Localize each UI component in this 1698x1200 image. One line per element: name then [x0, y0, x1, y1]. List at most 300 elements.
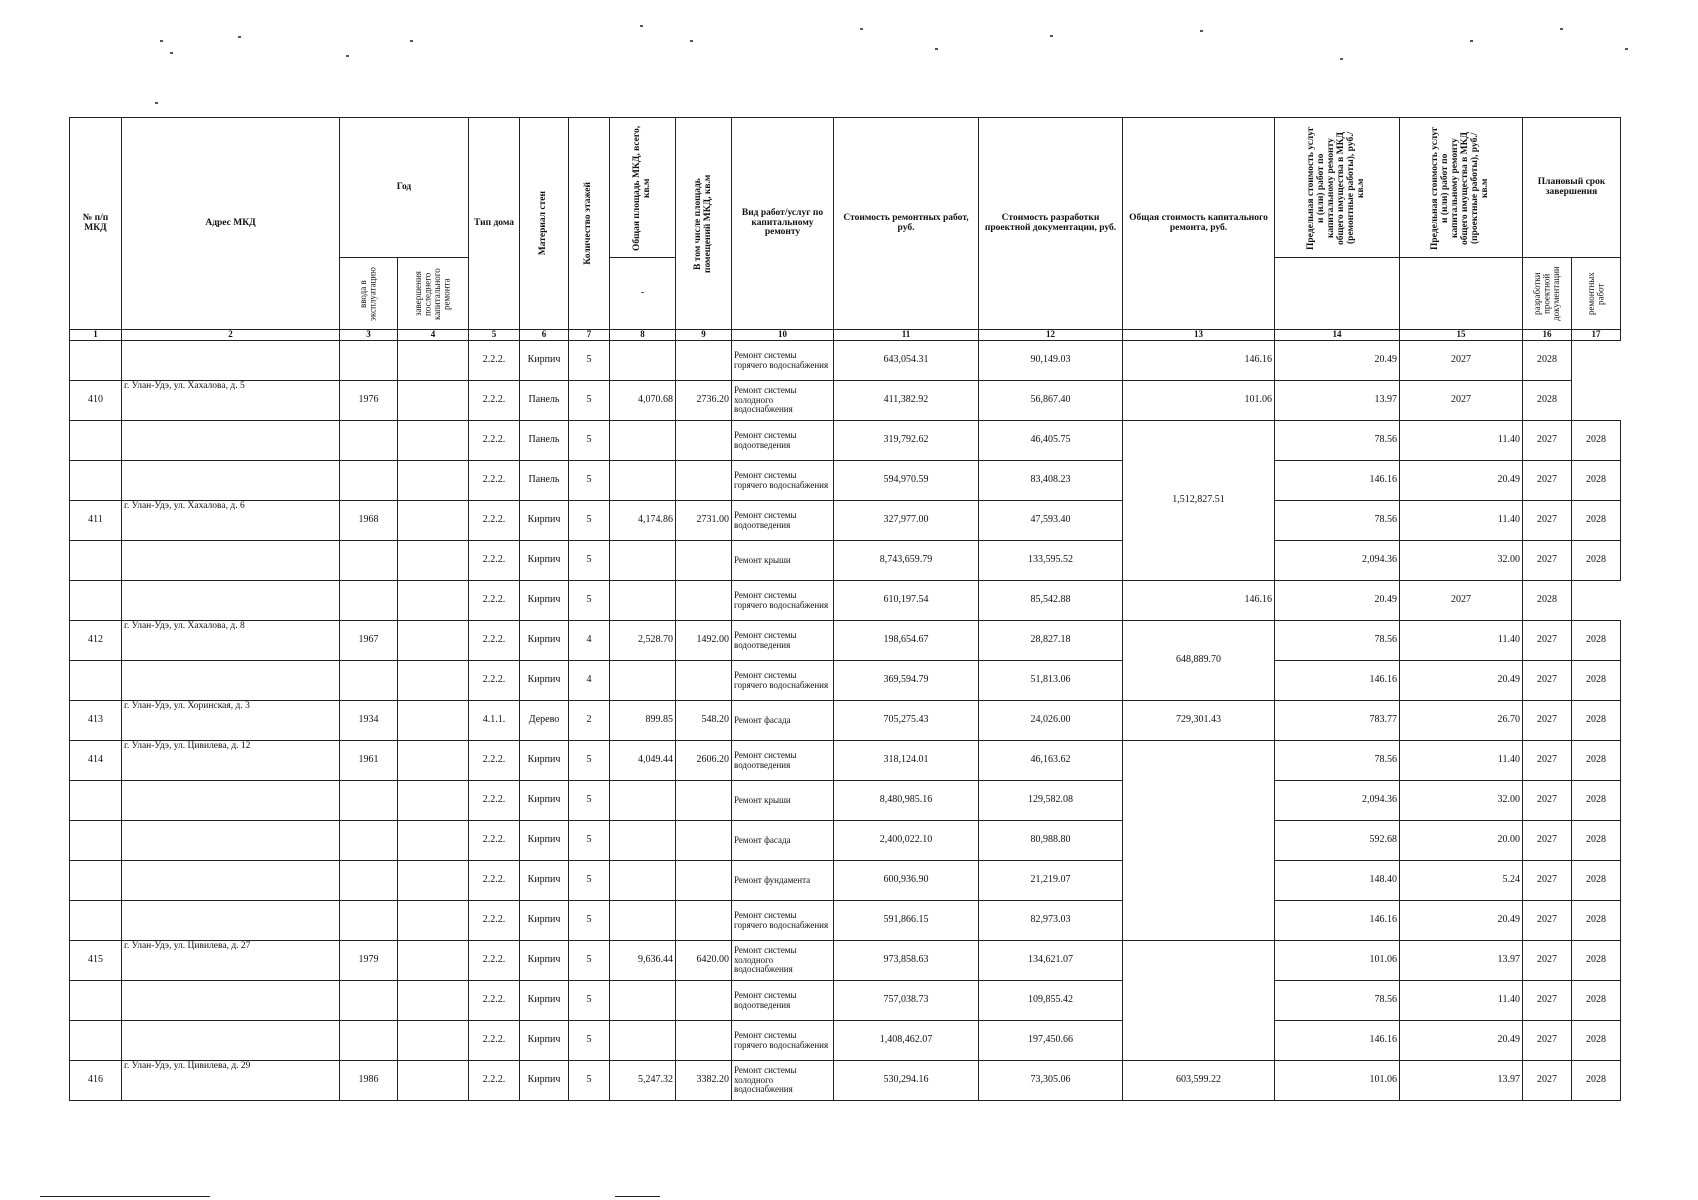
cell-limit-project: 20.49	[1400, 661, 1523, 701]
cell-floors: 5	[569, 381, 610, 421]
cell-premises-area	[676, 581, 732, 621]
header-year-commissioned: ввода в эксплуатацию	[358, 266, 378, 321]
cell-house-type: 2.2.2.	[469, 1061, 520, 1101]
col-number: 7	[569, 330, 610, 341]
table-row	[70, 541, 1621, 581]
cell-year-commissioned	[340, 421, 398, 461]
cell-term-project: 2027	[1523, 701, 1572, 741]
cell-work-type: Ремонт фасада	[732, 821, 834, 861]
cell-term-project: 2027	[1523, 1021, 1572, 1061]
cell-repair-cost: 8,743,659.79	[834, 541, 979, 581]
page-bottom-rule	[615, 1196, 660, 1197]
cell-repair-cost: 319,792.62	[834, 421, 979, 461]
cell-limit-repair: 146.16	[1123, 341, 1275, 381]
cell-limit-project: 5.24	[1400, 861, 1523, 901]
cell-row-number: 412	[70, 621, 122, 661]
cell-premises-area: 2731.00	[676, 501, 732, 541]
cell-limit-repair: 2,094.36	[1275, 541, 1400, 581]
table-row	[70, 381, 1621, 421]
cell-premises-area	[676, 461, 732, 501]
cell-house-type: 2.2.2.	[469, 901, 520, 941]
page-bottom-rule	[40, 1196, 210, 1197]
cell-row-number: 410	[70, 381, 122, 421]
cell-floors: 5	[569, 821, 610, 861]
cell-work-type: Ремонт системы холодного водоснабжения	[732, 381, 834, 421]
cell-limit-project: 20.49	[1400, 901, 1523, 941]
table-row	[70, 941, 1621, 981]
header-work-type: Вид работ/услуг по капитальному ремонту	[732, 118, 834, 330]
cell-house-type: 2.2.2.	[469, 861, 520, 901]
cell-term-project: 2027	[1523, 621, 1572, 661]
cell-work-type: Ремонт системы горячего водоснабжения	[732, 341, 834, 381]
column-number-row	[70, 330, 1621, 341]
cell-premises-area: 1492.00	[676, 621, 732, 661]
cell-year-last-repair	[398, 821, 469, 861]
cell-repair-cost: 2,400,022.10	[834, 821, 979, 861]
cell-repair-cost: 643,054.31	[834, 341, 979, 381]
cell-limit-repair: 78.56	[1275, 621, 1400, 661]
cell-limit-project: 13.97	[1275, 381, 1400, 421]
cell-year-commissioned	[340, 541, 398, 581]
col-number: 5	[469, 330, 520, 341]
cell-project-cost: 73,305.06	[979, 1061, 1123, 1101]
header-house-type: Тип дома	[469, 118, 520, 330]
cell-project-cost: 109,855.42	[979, 981, 1123, 1021]
table-row	[70, 781, 1621, 821]
cell-term-project: 2027	[1523, 981, 1572, 1021]
cell-floors: 5	[569, 981, 610, 1021]
col-number: 13	[1123, 330, 1275, 341]
cell-house-type: 2.2.2.	[469, 941, 520, 981]
cell-work-type: Ремонт фундамента	[732, 861, 834, 901]
cell-work-type: Ремонт системы горячего водоснабжения	[732, 661, 834, 701]
cell-limit-project: 11.40	[1400, 981, 1523, 1021]
cell-limit-repair: 146.16	[1275, 461, 1400, 501]
cell-project-cost: 82,973.03	[979, 901, 1123, 941]
cell-floors: 5	[569, 861, 610, 901]
cell-premises-area	[676, 421, 732, 461]
cell-term-repair: 2028	[1572, 501, 1621, 541]
cell-term-repair: 2028	[1523, 581, 1572, 621]
cell-total-cost: 603,599.22	[1123, 1061, 1275, 1101]
cell-premises-area: 6420.00	[676, 941, 732, 981]
cell-row-number: 416	[70, 1061, 122, 1101]
cell-term-project: 2027	[1523, 421, 1572, 461]
cell-work-type: Ремонт системы холодного водоснабжения	[732, 941, 834, 981]
cell-row-number	[70, 781, 122, 821]
header-total-cost: Общая стоимость капитального ремонта, руб.	[1123, 118, 1275, 330]
cell-project-cost: 197,450.66	[979, 1021, 1123, 1061]
header-row-number: № п/п МКД	[70, 118, 122, 330]
cell-repair-cost: 591,866.15	[834, 901, 979, 941]
cell-work-type: Ремонт системы водоотведения	[732, 621, 834, 661]
cell-wall-material: Кирпич	[520, 1021, 569, 1061]
cell-limit-project: 20.49	[1400, 1021, 1523, 1061]
table-row	[70, 581, 1621, 621]
cell-total-area	[610, 661, 676, 701]
cell-project-cost: 133,595.52	[979, 541, 1123, 581]
cell-floors: 4	[569, 621, 610, 661]
cell-limit-repair: 78.56	[1275, 741, 1400, 781]
cell-term-project: 2027	[1523, 821, 1572, 861]
cell-term-repair: 2028	[1572, 621, 1621, 661]
cell-project-cost: 28,827.18	[979, 621, 1123, 661]
cell-wall-material: Кирпич	[520, 901, 569, 941]
cell-year-last-repair	[398, 421, 469, 461]
col-number: 1	[70, 330, 122, 341]
cell-term-project: 2027	[1523, 741, 1572, 781]
cell-address	[122, 461, 340, 501]
cell-project-cost: 134,621.07	[979, 941, 1123, 981]
cell-total-area: 4,049.44	[610, 741, 676, 781]
cell-total-area	[610, 341, 676, 381]
cell-limit-project: 11.40	[1400, 741, 1523, 781]
col-number: 4	[398, 330, 469, 341]
cell-limit-project: 13.97	[1400, 1061, 1523, 1101]
cell-floors: 5	[569, 461, 610, 501]
header-limit-project: Предельная стоимость услуг и (или) работ по капитальному ремонту общего имущества в МКД (проектные работы), руб./кв.м	[1430, 125, 1490, 250]
cell-row-number	[70, 1021, 122, 1061]
cell-year-last-repair	[398, 1021, 469, 1061]
cell-year-commissioned	[340, 901, 398, 941]
cell-project-cost: 85,542.88	[979, 581, 1123, 621]
table-row	[70, 501, 1621, 541]
cell-total-area: 4,174.86	[610, 501, 676, 541]
cell-limit-project: 11.40	[1400, 501, 1523, 541]
cell-term-repair: 2028	[1572, 461, 1621, 501]
cell-term-project: 2027	[1523, 661, 1572, 701]
cell-row-number	[70, 661, 122, 701]
cell-limit-repair: 148.40	[1275, 861, 1400, 901]
cell-limit-repair: 146.16	[1275, 1021, 1400, 1061]
cell-floors: 5	[569, 741, 610, 781]
cell-address	[122, 1021, 340, 1061]
cell-project-cost: 129,582.08	[979, 781, 1123, 821]
cell-floors: 5	[569, 541, 610, 581]
cell-limit-repair: 146.16	[1123, 581, 1275, 621]
cell-house-type: 2.2.2.	[469, 541, 520, 581]
cell-row-number	[70, 421, 122, 461]
cell-row-number	[70, 861, 122, 901]
cell-house-type: 2.2.2.	[469, 381, 520, 421]
cell-year-commissioned: 1961	[340, 741, 398, 781]
cell-address	[122, 581, 340, 621]
cell-floors: 2	[569, 701, 610, 741]
cell-project-cost: 21,219.07	[979, 861, 1123, 901]
cell-term-repair: 2028	[1572, 901, 1621, 941]
cell-wall-material: Кирпич	[520, 981, 569, 1021]
cell-premises-area	[676, 1021, 732, 1061]
cell-house-type: 2.2.2.	[469, 1021, 520, 1061]
cell-limit-repair: 783.77	[1275, 701, 1400, 741]
cell-year-commissioned: 1968	[340, 501, 398, 541]
cell-term-project: 2027	[1523, 541, 1572, 581]
cell-total-area	[610, 461, 676, 501]
cell-floors: 5	[569, 1021, 610, 1061]
cell-premises-area	[676, 341, 732, 381]
cell-year-last-repair	[398, 501, 469, 541]
cell-total-area	[610, 581, 676, 621]
cell-year-last-repair	[398, 1061, 469, 1101]
cell-term-project: 2027	[1523, 501, 1572, 541]
cell-total-area	[610, 821, 676, 861]
cell-address: г. Улан-Удэ, ул. Хоринская, д. 3	[122, 701, 340, 741]
cell-work-type: Ремонт крыши	[732, 541, 834, 581]
cell-repair-cost: 369,594.79	[834, 661, 979, 701]
cell-term-project: 2027	[1523, 901, 1572, 941]
table-row	[70, 461, 1621, 501]
col-number: 17	[1572, 330, 1621, 341]
cell-project-cost: 47,593.40	[979, 501, 1123, 541]
cell-total-cost: 648,889.70	[1123, 621, 1275, 701]
cell-term-project: 2027	[1400, 581, 1523, 621]
cell-floors: 5	[569, 901, 610, 941]
cell-work-type: Ремонт системы водоотведения	[732, 501, 834, 541]
cell-repair-cost: 600,936.90	[834, 861, 979, 901]
cell-row-number	[70, 341, 122, 381]
cell-address	[122, 541, 340, 581]
cell-year-last-repair	[398, 901, 469, 941]
cell-repair-cost: 1,408,462.07	[834, 1021, 979, 1061]
cell-year-last-repair	[398, 381, 469, 421]
cell-address: г. Улан-Удэ, ул. Хахалова, д. 6	[122, 501, 340, 541]
cell-project-cost: 46,405.75	[979, 421, 1123, 461]
cell-term-project: 2027	[1523, 941, 1572, 981]
cell-work-type: Ремонт системы холодного водоснабжения	[732, 1061, 834, 1101]
table-row	[70, 701, 1621, 741]
cell-limit-project: 26.70	[1400, 701, 1523, 741]
cell-limit-repair: 146.16	[1275, 901, 1400, 941]
cell-term-repair: 2028	[1572, 541, 1621, 581]
cell-year-last-repair	[398, 661, 469, 701]
cell-address: г. Улан-Удэ, ул. Цивилева, д. 12	[122, 741, 340, 781]
cell-term-repair: 2028	[1572, 781, 1621, 821]
cell-limit-repair: 101.06	[1275, 1061, 1400, 1101]
cell-limit-project: 20.49	[1275, 341, 1400, 381]
cell-repair-cost: 318,124.01	[834, 741, 979, 781]
cell-total-area: 9,636.44	[610, 941, 676, 981]
cell-row-number	[70, 981, 122, 1021]
cell-term-repair: 2028	[1572, 661, 1621, 701]
cell-repair-cost: 411,382.92	[834, 381, 979, 421]
cell-term-project: 2027	[1523, 461, 1572, 501]
cell-year-last-repair	[398, 541, 469, 581]
table-row	[70, 741, 1621, 781]
cell-work-type: Ремонт системы горячего водоснабжения	[732, 901, 834, 941]
cell-wall-material: Панель	[520, 461, 569, 501]
cell-term-project: 2027	[1400, 381, 1523, 421]
cell-year-last-repair	[398, 741, 469, 781]
header-premises-area: В том числе площадь помещений МКД, кв.м	[692, 174, 713, 273]
cell-year-commissioned	[340, 581, 398, 621]
cell-row-number: 414	[70, 741, 122, 781]
cell-total-area	[610, 901, 676, 941]
cell-project-cost: 80,988.80	[979, 821, 1123, 861]
cell-row-number	[70, 461, 122, 501]
cell-row-number	[70, 581, 122, 621]
cell-year-commissioned	[340, 461, 398, 501]
table-row	[70, 1021, 1621, 1061]
cell-limit-project: 32.00	[1400, 781, 1523, 821]
cell-total-area	[610, 781, 676, 821]
cell-work-type: Ремонт системы водоотведения	[732, 741, 834, 781]
cell-wall-material: Кирпич	[520, 861, 569, 901]
cell-total-cost: 1,512,827.51	[1123, 421, 1275, 581]
cell-address: г. Улан-Удэ, ул. Хахалова, д. 8	[122, 621, 340, 661]
cell-wall-material: Дерево	[520, 701, 569, 741]
cell-total-cost	[1123, 741, 1275, 941]
cell-wall-material: Кирпич	[520, 781, 569, 821]
cell-work-type: Ремонт системы горячего водоснабжения	[732, 461, 834, 501]
table-row	[70, 1061, 1621, 1101]
cell-term-repair: 2028	[1572, 421, 1621, 461]
cell-address: г. Улан-Удэ, ул. Цивилева, д. 27	[122, 941, 340, 981]
table-row	[70, 981, 1621, 1021]
cell-year-commissioned: 1976	[340, 381, 398, 421]
cell-floors: 5	[569, 501, 610, 541]
cell-total-area	[610, 421, 676, 461]
cell-year-last-repair	[398, 781, 469, 821]
header-year: Год	[340, 118, 469, 258]
cell-year-last-repair	[398, 701, 469, 741]
cell-house-type: 2.2.2.	[469, 621, 520, 661]
cell-premises-area	[676, 901, 732, 941]
cell-wall-material: Кирпич	[520, 821, 569, 861]
cell-limit-repair: 78.56	[1275, 981, 1400, 1021]
cell-premises-area	[676, 821, 732, 861]
cell-total-area	[610, 541, 676, 581]
cell-premises-area	[676, 861, 732, 901]
col-number: 8	[610, 330, 676, 341]
cell-premises-area	[676, 781, 732, 821]
cell-term-repair: 2028	[1572, 701, 1621, 741]
cell-work-type: Ремонт системы горячего водоснабжения	[732, 581, 834, 621]
cell-floors: 5	[569, 941, 610, 981]
cell-total-area: 4,070.68	[610, 381, 676, 421]
cell-wall-material: Кирпич	[520, 661, 569, 701]
cell-term-project: 2027	[1400, 341, 1523, 381]
header-planned-term: Плановый срок завершения	[1523, 118, 1621, 258]
cell-wall-material: Кирпич	[520, 621, 569, 661]
cell-limit-repair: 146.16	[1275, 661, 1400, 701]
cell-wall-material: Кирпич	[520, 741, 569, 781]
cell-term-repair: 2028	[1572, 821, 1621, 861]
cell-term-repair: 2028	[1572, 741, 1621, 781]
cell-year-last-repair	[398, 341, 469, 381]
cell-repair-cost: 610,197.54	[834, 581, 979, 621]
cell-premises-area: 2606.20	[676, 741, 732, 781]
cell-work-type: Ремонт фасада	[732, 701, 834, 741]
cell-address	[122, 661, 340, 701]
cell-house-type: 2.2.2.	[469, 741, 520, 781]
col-number: 11	[834, 330, 979, 341]
cell-total-area	[610, 861, 676, 901]
cell-year-commissioned: 1979	[340, 941, 398, 981]
table-row	[70, 901, 1621, 941]
cell-house-type: 2.2.2.	[469, 421, 520, 461]
header-term-repair: ремонтных работ	[1585, 272, 1605, 315]
cell-term-repair: 2028	[1572, 981, 1621, 1021]
cell-project-cost: 83,408.23	[979, 461, 1123, 501]
col-number: 12	[979, 330, 1123, 341]
cell-repair-cost: 705,275.43	[834, 701, 979, 741]
cell-address	[122, 341, 340, 381]
cell-limit-repair: 592.68	[1275, 821, 1400, 861]
cell-house-type: 4.1.1.	[469, 701, 520, 741]
col-number: 15	[1400, 330, 1523, 341]
cell-year-commissioned	[340, 1021, 398, 1061]
cell-limit-project: 13.97	[1400, 941, 1523, 981]
header-total-area: Общая площадь МКД, всего, кв.м	[631, 124, 652, 251]
col-number: 9	[676, 330, 732, 341]
cell-row-number: 411	[70, 501, 122, 541]
table-row	[70, 661, 1621, 701]
cell-year-commissioned: 1986	[340, 1061, 398, 1101]
cell-wall-material: Кирпич	[520, 941, 569, 981]
cell-project-cost: 46,163.62	[979, 741, 1123, 781]
cell-floors: 5	[569, 781, 610, 821]
col-number: 6	[520, 330, 569, 341]
cell-total-area: 899.85	[610, 701, 676, 741]
cell-floors: 5	[569, 421, 610, 461]
cell-address	[122, 981, 340, 1021]
cell-row-number	[70, 821, 122, 861]
cell-term-project: 2027	[1523, 781, 1572, 821]
table-row	[70, 621, 1621, 661]
cell-year-commissioned	[340, 821, 398, 861]
cell-row-number	[70, 541, 122, 581]
cell-wall-material: Панель	[520, 421, 569, 461]
cell-premises-area	[676, 661, 732, 701]
cell-address	[122, 901, 340, 941]
cell-house-type: 2.2.2.	[469, 981, 520, 1021]
cell-term-repair: 2028	[1572, 941, 1621, 981]
cell-year-commissioned	[340, 861, 398, 901]
cell-row-number: 413	[70, 701, 122, 741]
cell-term-project: 2027	[1523, 861, 1572, 901]
cell-row-number: 415	[70, 941, 122, 981]
cell-year-commissioned: 1934	[340, 701, 398, 741]
cell-repair-cost: 530,294.16	[834, 1061, 979, 1101]
cell-year-last-repair	[398, 461, 469, 501]
header-floors: Количество этажей	[583, 182, 594, 265]
cell-limit-project: 11.40	[1400, 621, 1523, 661]
cell-year-last-repair	[398, 581, 469, 621]
cell-floors: 5	[569, 1061, 610, 1101]
header-limit-repair: Предельная стоимость услуг и (или) работ по капитальному ремонту общего имущества в МКД (ремонтные работы), руб./кв.м	[1306, 125, 1366, 250]
header-term-project: разработки проектной документации	[1531, 266, 1561, 321]
col-number: 14	[1275, 330, 1400, 341]
cell-row-number	[70, 901, 122, 941]
cell-total-area: 2,528.70	[610, 621, 676, 661]
header-address: Адрес МКД	[122, 118, 340, 330]
cell-total-area	[610, 1021, 676, 1061]
cell-year-last-repair	[398, 861, 469, 901]
table-header-row	[70, 118, 1621, 258]
cell-limit-project: 32.00	[1400, 541, 1523, 581]
cell-house-type: 2.2.2.	[469, 781, 520, 821]
header-project-cost: Стоимость разработки проектной документации, руб.	[979, 118, 1123, 330]
cell-premises-area	[676, 541, 732, 581]
cell-wall-material: Кирпич	[520, 501, 569, 541]
cell-premises-area: 3382.20	[676, 1061, 732, 1101]
cell-term-project: 2027	[1523, 1061, 1572, 1101]
cell-work-type: Ремонт системы горячего водоснабжения	[732, 1021, 834, 1061]
cell-floors: 5	[569, 581, 610, 621]
cell-total-cost: 729,301.43	[1123, 701, 1275, 741]
cell-wall-material: Кирпич	[520, 541, 569, 581]
cell-house-type: 2.2.2.	[469, 821, 520, 861]
